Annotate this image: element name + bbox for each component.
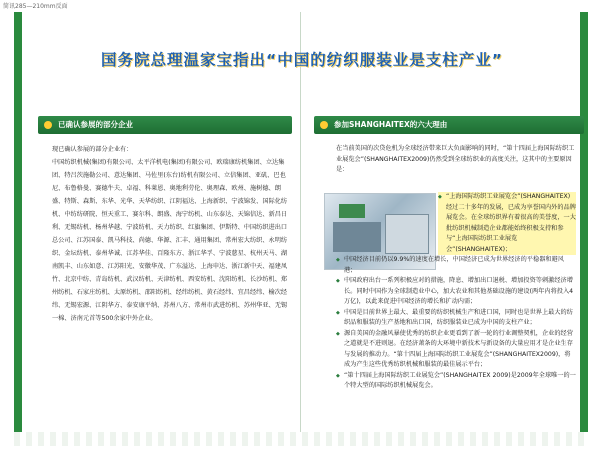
bullet-dot-icon	[320, 121, 328, 129]
right-section-intro: 在当前美国的次贷危机为全球经济带来巨大负面影响的同时，“第十四届上海国际纺织工业展览会”(SHANGHAITEX2009)仍然受到全球纺织业的高度关注，这其中的主要原因是：	[336, 145, 575, 173]
reason-item: ◆ 中国是目前世界上最大、最重要的纺织机械生产和进口国，同时也是世界上最大的纺织品和服装的生产基地和出口国，纺织服装业已成为中国的支柱产业；	[336, 308, 576, 329]
bullet-dot-icon	[44, 121, 52, 129]
company-list: 中国纺织机械(集团)有限公司、太平洋机电(集团)有限公司、欧瑞康纺机集团、立达集团、特吕茨施勒公司、意达集团、马佐里(东台)纺机有限公司、立信集团、亚矶、巴也尼、布鲁格曼、赛德牛夫、卓福、科莱恩、奥地利劳伦、奥理森、欧州、施树德、朗盛、特斯、森斯、东华、光华、天华纺织、江阴福达、上海新织、宁波锦发、国际化纺机、中纺纺研院、恒天重工、赛尔科、朗盛、海宁纺机、山东泰达、天锦信达、新昌日利、无锡纺机、杨州华越、宁波纺机、天力纺织、红旗集团、伊斯特、中国纺织进出口总公司、江苏国泰、凯马科技、尚德、华源、汇丰、通用集团、常州宏大纺织、永明纺织、金坛纺机、泰州华诚、江苏华佳、百隆东方、浙江华孚、宁波慈星、杭州天马、湖南凯丰、山东如意、江苏阳光、安徽华茂、广东溢达、上海申达、浙江新中天、福建凤竹、北京中纺、青岛纺机、武汉纺机、天津纺机、西安纺机、沈阳纺机、长沙纺机、郑州纺机、石家庄纺机、太原纺机、邵阳纺机、经纬纺机、黄石经纬、宜昌经纬、榆次经纬、无锡宏源、江阴华方、泰安康平纳、苏州八方、常州市武进纺机、苏州华亚、无锡一棉、济南元首等500余家中外企业。	[52, 159, 288, 322]
left-section-title-bar	[38, 116, 292, 134]
reason-item: ◆ 中国政府出台一系列积极应对的措施，降息、增加出口退税、增加投资等刺激经济增长。同时中国作为全球制造业中心，加大农业和其他基础设施的建设(两年内将投入4万亿)，以此来促进中国经济的增长和扩动内需；	[336, 276, 576, 308]
left-section-intro: 现已确认参展的部分企业有：	[52, 146, 133, 153]
page-headline: 国务院总理温家宝指出“中国的纺织服装业是支柱产业”	[101, 51, 503, 69]
right-green-edge	[580, 12, 588, 446]
left-green-edge	[14, 12, 22, 446]
reasons-list	[336, 192, 576, 392]
brochure-page	[14, 12, 588, 446]
reason-item: ◆ “第十四届上海国际纺织工业展览会”(SHANGHAITEX 2009)是2009年全球唯一的一个特大型的国际纺织机械展览会。	[336, 371, 576, 392]
left-section-body	[52, 143, 290, 325]
left-section-title: 已确认参展的部分企业	[58, 120, 133, 129]
page-divider	[300, 12, 301, 446]
reason-item: ◆ “上海国际纺织工业展览会”(SHANGHAITEX)经过二十多年的发展，已成为享誉国内外的品牌展览会。在全球纺织界有着很高的美誉度，一大批纺织机械制造企业都能始终积极支持和参与“上海国际纺织工业展览会”(SHANGHAITEX)；	[438, 192, 576, 255]
reason-item: ◆ 源自美国的金融风暴使优秀的纺织企业更看到了新一轮的行业调整契机，企业的经营之道就是不进则退。在经济萧条的大环境中新技术与新设备的大量应用才是企业生存与发展的推动力。“第十四届上海国际纺织工业展览会”(SHANGHAITEX2009)，将成为产生这些优秀纺织机械和服装的最佳展示平台；	[336, 329, 576, 371]
spec-label: 简讯285—210mm反面	[3, 3, 68, 10]
right-section-title-bar	[314, 116, 584, 134]
bottom-decoration	[14, 432, 588, 446]
reason-item: ◆ 中国经济目前仍以9.9%的速度在增长，中国经济已成为世界经济的平稳器和避风港；	[336, 255, 576, 276]
right-section-title: 参加SHANGHAITEX的六大理由	[334, 120, 448, 129]
